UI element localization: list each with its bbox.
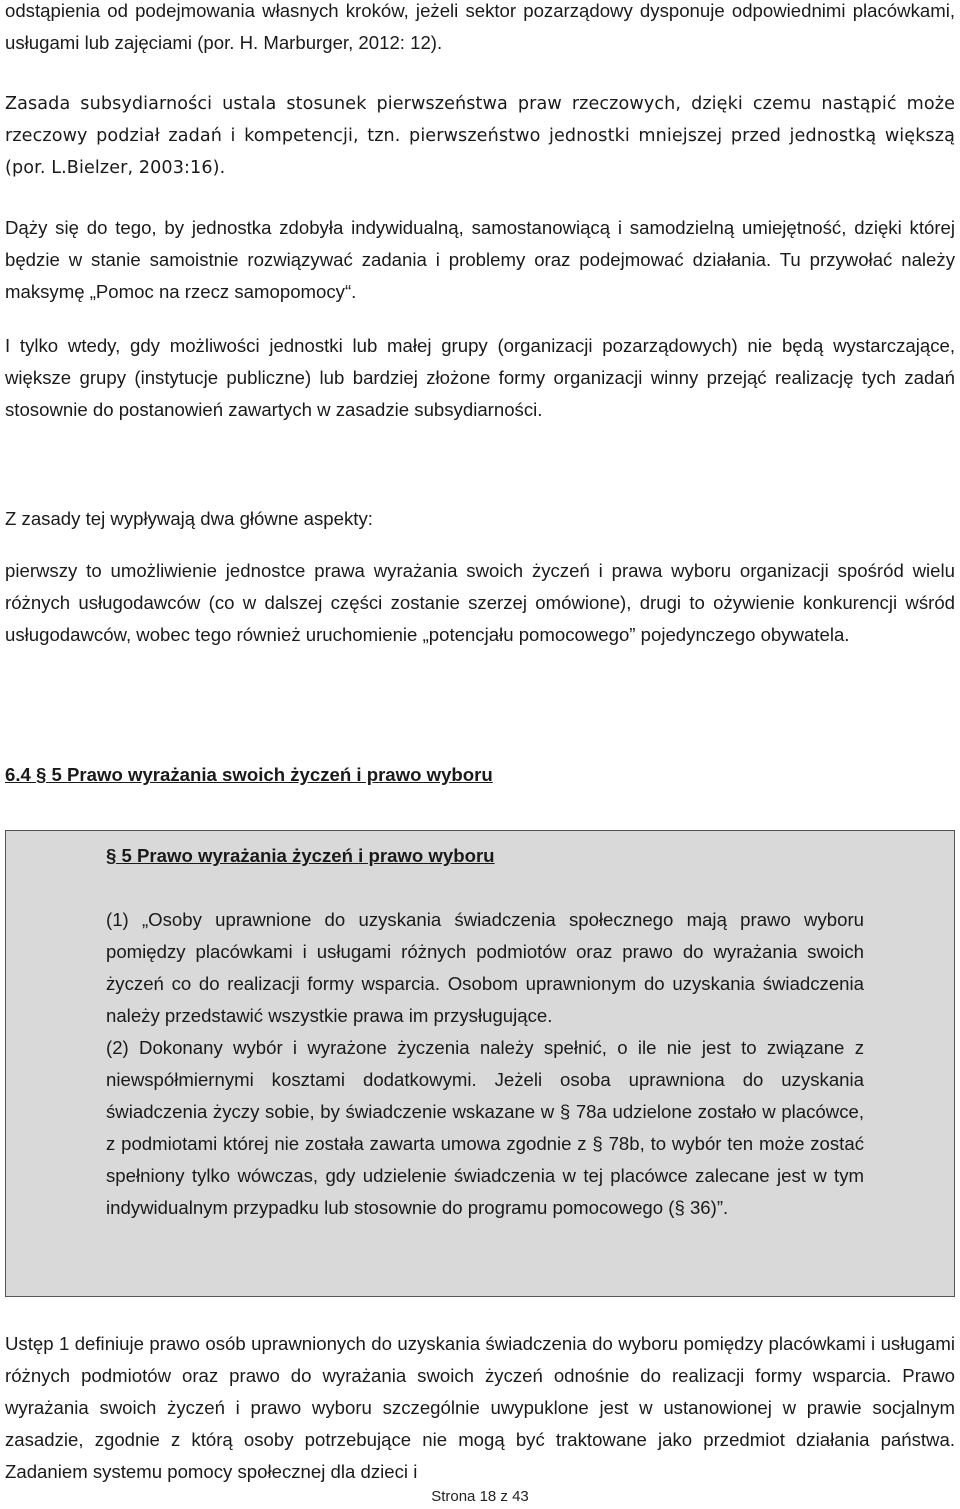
intro-paragraph-2: Zasada subsydiarności ustala stosunek pierwszeństwa praw rzeczowych, dzięki czemu nastąpić może rzeczowy podział zadań i kompetencji, tzn. pierwszeństwo jednostki mniejszej przed jednostką większą (por. L.Bielzer, 2003:16).: [5, 94, 955, 178]
aspects-body: pierwszy to umożliwienie jednostce prawa wyrażania swoich życzeń i prawa wyboru organizacji spośród wielu różnych usługodawców (co w dalszej części zostanie szerzej omówione), drugi to ożywienie konkurencji wśród usługodawców, wobec tego również uruchomienie „potencjału pomocowego” pojedynczego obywatela.: [5, 560, 955, 645]
quoted-law-paragraph-1: (1) „Osoby uprawnione do uzyskania świadczenia społecznego mają prawo wyboru pomiędzy placówkami i usługami różnych podmiotów oraz prawo do wyrażania swoich życzeń co do realizacji formy wsparcia. Osobom uprawnionym do uzyskania świadczenia należy przedstawić wszystkie prawa im przysługujące.: [106, 909, 864, 1026]
quoted-law-title: § 5 Prawo wyrażania życzeń i prawo wyboru: [106, 845, 495, 866]
intro-paragraph-3: Dąży się do tego, by jednostka zdobyła indywidualną, samostanowiącą i samodzielną umiejętność, dzięki której będzie w stanie samoistnie rozwiązywać zadania i problemy oraz podejmować działania. Tu przywołać należy maksymę „Pomoc na rzecz samopomocy“.: [5, 217, 955, 302]
quoted-law-box: [5, 830, 955, 1297]
section-heading: 6.4 § 5 Prawo wyrażania swoich życzeń i prawo wyboru: [5, 764, 493, 785]
page-number-footer: Strona 18 z 43: [431, 1488, 529, 1505]
aspects-lead: Z zasady tej wypływają dwa główne aspekty:: [5, 508, 373, 529]
closing-paragraph: Ustęp 1 definiuje prawo osób uprawnionych do uzyskania świadczenia do wyboru pomiędzy placówkami i usługami różnych podmiotów oraz prawo do wyrażania swoich życzeń odnośnie do realizacji formy wsparcia. Prawo wyrażania swoich życzeń i prawo wyboru szczególnie uwypuklone jest w ustanowionej w prawie socjalnym zasadzie, zgodnie z którą osoby potrzebujące nie mogą być traktowane jako przedmiot działania państwa. Zadaniem systemu pomocy społecznej dla dzieci i: [5, 1333, 955, 1482]
quoted-law-paragraph-2: (2) Dokonany wybór i wyrażone życzenia należy spełnić, o ile nie jest to związane z niewspółmiernymi kosztami dodatkowymi. Jeżeli osoba uprawniona do uzyskania świadczenia życzy sobie, by świadczenie wskazane w § 78a udzielone zostało w placówce, z podmiotami której nie została zawarta umowa zgodnie z § 78b, to wybór ten może zostać spełniony tylko wówczas, gdy udzielenie świadczenia w tej placówce zalecane jest w tym indywidualnym przypadku lub stosownie do programu pomocowego (§ 36)”.: [106, 1037, 864, 1218]
intro-paragraph-1: odstąpienia od podejmowania własnych kroków, jeżeli sektor pozarządowy dysponuje odpowiednimi placówkami, usługami lub zajęciami (por. H. Marburger, 2012: 12).: [5, 0, 955, 53]
intro-paragraph-4: I tylko wtedy, gdy możliwości jednostki lub małej grupy (organizacji pozarządowych) nie będą wystarczające, większe grupy (instytucje publiczne) lub bardziej złożone formy organizacji winny przejąć realizację tych zadań stosownie do postanowień zawartych w zasadzie subsydiarności.: [5, 335, 955, 420]
